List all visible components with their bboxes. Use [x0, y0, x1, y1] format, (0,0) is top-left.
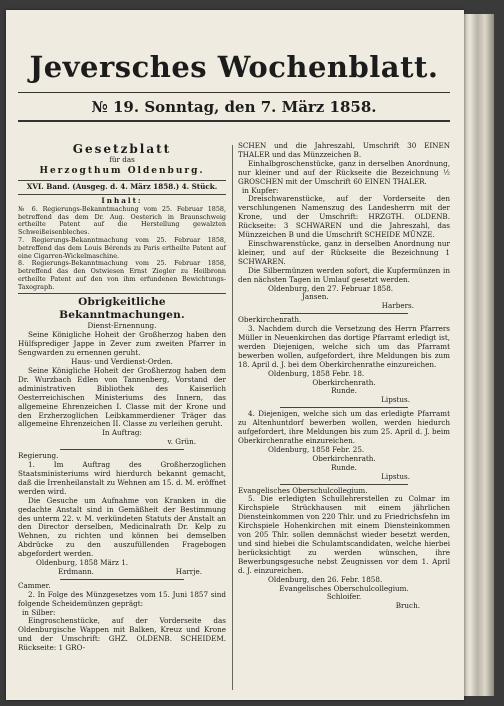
- oberschulcollegium-text: 5. Die erledigten Schullehrerstellen zu Colmar im Kirchspiele Strückhausen mit einem jährlichen Diensteinkommen von 220 Thlr. und zu Friedrichsfehn im Kirchspiele Hohenkirchen mit einem Diensteinkommen von 205 Thlr. sollen demnächst wieder besetzt werden, und sind hiebei die Schulamtscandidaten, welche hierbei berücksichtigt zu werden wünschen, ihre Bewerbungsgesuche nebst Zeugnissen vor dem 1. April d. J. einzureichen.: [238, 494, 450, 575]
- auftrag-signature: v. Grün.: [167, 437, 196, 447]
- oberkirchenrath-text-3: 3. Nachdem durch die Versetzung des Herrn Pfarrers Müller in Neuenkirchen das dortige Pfarramt erledigt ist, werden Diejenigen, welche sich um das Pfarramt bewerben wollen, aufgefordert, ihre Meldungen bis zum 18. April d. J. bei dem Oberkirchenrathe einzureichen.: [238, 324, 450, 369]
- silber-text: Eingroschenstücke, auf der Vorderseite das Oldenburgische Wappen mit Balken, Kreuz und Krone und der Umschrift: GHZ. OLDENB. SCHEIDEM. Rückseite: 1 GRO-: [18, 616, 226, 653]
- oberkirchenrath-date-3: Oldenburg, 1858 Febr. 18.: [268, 368, 365, 378]
- gesetzblatt-band: XVI. Band. (Ausgeg. d. 4. März 1858.) 4. Stück.: [26, 181, 218, 191]
- inhalt-heading: Inhalt:: [101, 195, 143, 205]
- dienst-text: Seine Königliche Hoheit der Großherzog haben den Hülfsprediger Jappe in Zever zum zweiten Pfarrer in Sengwarden zu ernennen geruht.: [18, 330, 226, 358]
- oberkirchenrath-date-4: Oldenburg, 1858 Febr. 25.: [268, 444, 365, 454]
- inhalt-item: № 6. Regierungs-Bekanntmachung vom 25. Februar 1858, betreffend das dem Dr. Aug. Oesterich in Braunschweig ertheilte Patent auf die Herstellung gewalzten Schweißeisenbleches.: [18, 204, 226, 237]
- regierung-signature-2: Harrje.: [175, 566, 202, 576]
- kammer-text: 2. In Folge des Münzgesetzes vom 15. Juni 1857 sind folgende Scheidemünzen geprägt:: [18, 589, 226, 608]
- silbermuenzen-text: Die Silbermünzen werden sofort, die Kupfermünzen in den nächsten Tagen in Umlauf gesetzt werden.: [238, 265, 450, 284]
- oberkirchenrath-institution-4: Oberkirchenrath.: [312, 453, 376, 463]
- oberkirchenrath-signature-4b: Lipstus.: [381, 471, 410, 481]
- kammer-heading: Cammer.: [18, 580, 51, 590]
- regierung-text-2: Die Gesuche um Aufnahme von Kranken in die gedachte Anstalt sind in Gemäßheit der Bestimmung des unterm 22. v. M. verkündeten Statuts der Anstalt an den Director derselben, Medicinalrath Dr. Kelp zu Wehnen, zu richten und können bei demselben Abdrücke zu den auszufüllenden Fragebogen abgefordert werden.: [18, 495, 226, 559]
- left-column: [18, 142, 226, 653]
- rule: [60, 579, 185, 580]
- right-column: [238, 142, 450, 611]
- dienst-heading: Dienst-Ernennung.: [87, 321, 157, 331]
- regierung-date: Oldenburg, 1858 März 1.: [36, 558, 129, 568]
- inhalt-item: 7. Regierungs-Bekanntmachung vom 25. Februar 1858, betreffend das dem Louis Bérends zu Paris ertheilte Patent auf eine Cigarren-Wickelmaschine.: [18, 235, 226, 260]
- einschwaren-text: Einschwarenstücke, ganz in derselben Anordnung nur kleiner, und auf der Rückseite die Bezeichnung 1 SCHWAREN.: [238, 238, 450, 266]
- rule: [280, 313, 407, 314]
- gesetzblatt-fuer: für das: [109, 155, 135, 164]
- regierung-signature-1: Erdmann.: [58, 566, 94, 576]
- oberschulcollegium-institution: Evangelisches Oberschulcollegium.: [279, 583, 409, 593]
- rule: [18, 293, 226, 294]
- inhalt-item: 8. Regierungs-Bekanntmachung vom 25. Februar 1858, betreffend das den Ostwiesen Ernst Ziegler zu Heilbronn ertheilte Patent auf den von ihm erfundenen Bewichtungs-Taxograph.: [18, 259, 226, 291]
- rule: [280, 484, 407, 485]
- oberschulcollegium-heading: Evangelisches Oberschulcollegium.: [238, 485, 368, 495]
- masthead-title: Jeversches Wochenblatt.: [29, 50, 439, 84]
- newspaper-page: [6, 10, 464, 700]
- oberkirchenrath-institution-3: Oberkirchenrath.: [312, 377, 376, 387]
- oberschulcollegium-signature-1: Schloifer.: [326, 592, 362, 602]
- kammer-date: Oldenburg, den 27. Februar 1858.: [268, 283, 394, 293]
- silber-heading: in Silber:: [22, 607, 56, 617]
- silber-continued: SCHEN und die Jahreszahl, Umschrift 30 EINEN THALER und das Münzzeichen B.: [238, 141, 450, 159]
- issue-line: № 19. Sonntag, den 7. März 1858.: [91, 98, 377, 116]
- rule: [18, 194, 226, 195]
- rule: [60, 449, 185, 450]
- rule: [18, 180, 226, 181]
- obrig-title: Obrigkeitliche Bekanntmachungen.: [59, 296, 185, 322]
- masthead-rule: [18, 92, 450, 93]
- rule: [280, 407, 407, 408]
- oberschulcollegium-date: Oldenburg, den 26. Febr. 1858.: [268, 574, 383, 584]
- oberkirchenrath-signature-3b: Lipstus.: [381, 395, 410, 405]
- kupfer-text: Dreischwarenstücke, auf der Vorderseite den verschlungenen Namenszug des Landesherrn mit der Krone, und der Umschrift: HRZGTH. OLDENB. Rückseite: 3 SCHWAREN und die Jahreszahl, das Münzzeichen B und die Umschrift SCHEIDE MÜNZE.: [238, 194, 450, 240]
- oberkirchenrath-heading: Oberkirchenrath.: [238, 315, 302, 325]
- oberkirchenrath-signature-4a: Runde.: [331, 462, 357, 472]
- auftrag-label: In Auftrag:: [102, 428, 142, 438]
- kammer-signature-2: Harbers.: [381, 301, 414, 311]
- oberkirchenrath-signature-3a: Runde.: [331, 386, 357, 396]
- book-edge: [464, 14, 494, 696]
- regierung-heading: Regierung.: [18, 451, 59, 461]
- kammer-signature-1: Jansen.: [302, 292, 329, 302]
- einhalb-text: Einhalbgroschenstücke, ganz in derselben Anordnung, nur kleiner und auf der Rückseite die Bezeichnung ½ GROSCHEN mit der Umschrift 60 EINEN THALER.: [238, 158, 450, 186]
- gesetzblatt-title: Gesetzblatt: [72, 142, 172, 156]
- haus-text: Seine Königliche Hoheit der Großherzog haben dem Dr. Wurzbach Edlen von Tannenberg, Vorstand der administrativen Bibliothek des Kaiserlich Oesterreichischen Ministeriums des Innern, das allgemeine Ehrenzeichen I. Classe mit der Krone und den Erzherzoglichen Leibkammerdiener Träger das allgemeine Ehrenzeichen II. Classe zu verleihen geruht.: [18, 366, 226, 429]
- regierung-text-1: 1. Im Auftrag des Großherzoglichen Staatsministeriums wird hierdurch bekannt gemacht, daß die Irrenheilanstalt zu Wehnen am 15. d. M. eröffnet werden wird.: [18, 460, 227, 496]
- haus-heading: Haus- und Verdienst-Orden.: [71, 357, 173, 367]
- oberschulcollegium-signature-2: Bruch.: [395, 601, 420, 611]
- gesetzblatt-land: Herzogthum Oldenburg.: [39, 165, 205, 176]
- oberkirchenrath-text-4: 4. Diejenigen, welche sich um das erledigte Pfarramt zu Altenhuntdorf bewerben wollen, werden hiedurch aufgefordert, ihre Meldungen bis zum 25. April d. J. beim Oberkirchenrathe einzureichen.: [238, 409, 450, 445]
- column-divider: [232, 145, 233, 690]
- kupfer-heading: in Kupfer:: [242, 185, 279, 195]
- issue-rule: [18, 120, 450, 122]
